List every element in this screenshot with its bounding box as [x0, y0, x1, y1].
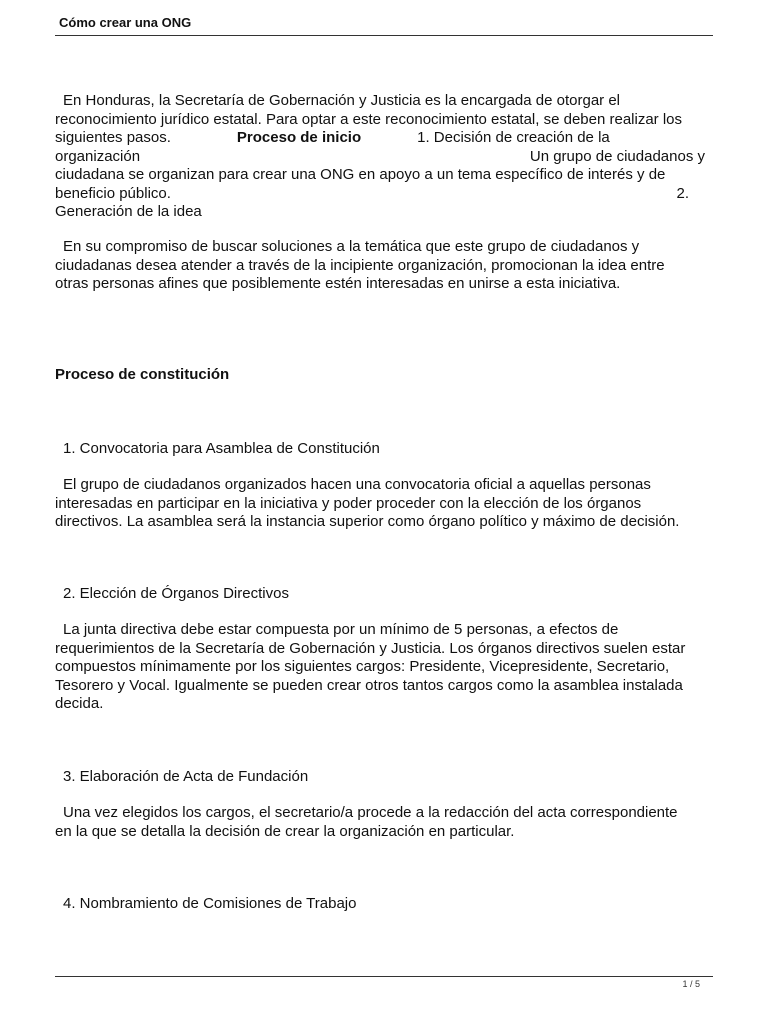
step-2-title — [55, 585, 705, 604]
intro-line: reconocimiento jurídico estatal. Para optar a este reconocimiento estatal, se deben realizar los — [55, 110, 683, 128]
step-3-title — [55, 768, 705, 787]
paragraph-line: Una vez elegidos los cargos, el secretario/a procede a la redacción del acta correspondiente — [63, 804, 678, 821]
intro-line: beneficio público. — [55, 184, 171, 202]
step-1-title — [55, 440, 705, 459]
page-number: 1 / 5 — [682, 979, 700, 989]
intro-line: Generación de la idea — [55, 203, 202, 220]
paragraph-line: Tesorero y Vocal. Igualmente se pueden crear otros tantos cargos como la asamblea instalada — [55, 676, 683, 694]
intro-line: Un grupo de ciudadanos y — [529, 147, 705, 165]
step-3-paragraph — [55, 804, 705, 841]
footer-rule — [55, 976, 713, 977]
intro-line: ciudadana se organizan para crear una ONG en apoyo a un tema específico de interés y de — [55, 166, 666, 183]
step-4-title — [55, 895, 705, 914]
document-title: Cómo crear una ONG — [59, 15, 192, 30]
step-title-text: 1. Convocatoria para Asamblea de Constitución — [63, 440, 380, 457]
intro-line: 2. — [676, 184, 689, 202]
paragraph-line: en la que se detalla la decisión de crear la organización en particular. — [55, 822, 515, 840]
inline-heading-proceso-inicio: Proceso de inicio — [236, 129, 362, 146]
paragraph-line: directivos. La asamblea será la instancia superior como órgano político y máximo de decisión. — [55, 513, 680, 530]
step-2-paragraph — [55, 621, 705, 714]
paragraph-line: En su compromiso de buscar soluciones a la temática que este grupo de ciudadanos y — [63, 238, 640, 255]
paragraph-line: ciudadanas desea atender a través de la incipiente organización, promocionan la idea entre — [55, 256, 665, 274]
paragraph-line: otras personas afines que posiblemente estén interesadas en unirse a esta iniciativa. — [55, 275, 621, 292]
paragraph-line: El grupo de ciudadanos organizados hacen una convocatoria oficial a aquellas personas — [63, 476, 651, 493]
step-1-paragraph — [55, 476, 705, 532]
intro-line: En Honduras, la Secretaría de Gobernación y Justicia es la encargada de otorgar el — [63, 92, 620, 109]
paragraph-line: compuestos mínimamente por los siguientes cargos: Presidente, Vicepresidente, Secretario, — [55, 658, 670, 675]
header-rule — [55, 35, 713, 36]
paragraph-line: requerimientos de la Secretaría de Gobernación y Justicia. Los órganos directivos suelen estar — [55, 639, 686, 657]
paragraph-line: interesadas en participar en la iniciativa y poder proceder con la elección de los órganos — [55, 494, 642, 512]
paragraph-compromiso — [55, 238, 705, 294]
intro-paragraph — [55, 92, 705, 222]
paragraph-line: decida. — [55, 695, 104, 712]
step-title-text: 3. Elaboración de Acta de Fundación — [63, 768, 309, 785]
intro-line: 1. Decisión de creación de la — [417, 129, 610, 146]
intro-line: organización — [55, 147, 141, 165]
step-title-text: 2. Elección de Órganos Directivos — [63, 585, 289, 602]
paragraph-line: La junta directiva debe estar compuesta por un mínimo de 5 personas, a efectos de — [63, 621, 619, 638]
section-heading-constitucion: Proceso de constitución — [55, 366, 230, 383]
step-title-text: 4. Nombramiento de Comisiones de Trabajo — [63, 895, 357, 912]
intro-line: siguientes pasos. — [55, 129, 171, 146]
